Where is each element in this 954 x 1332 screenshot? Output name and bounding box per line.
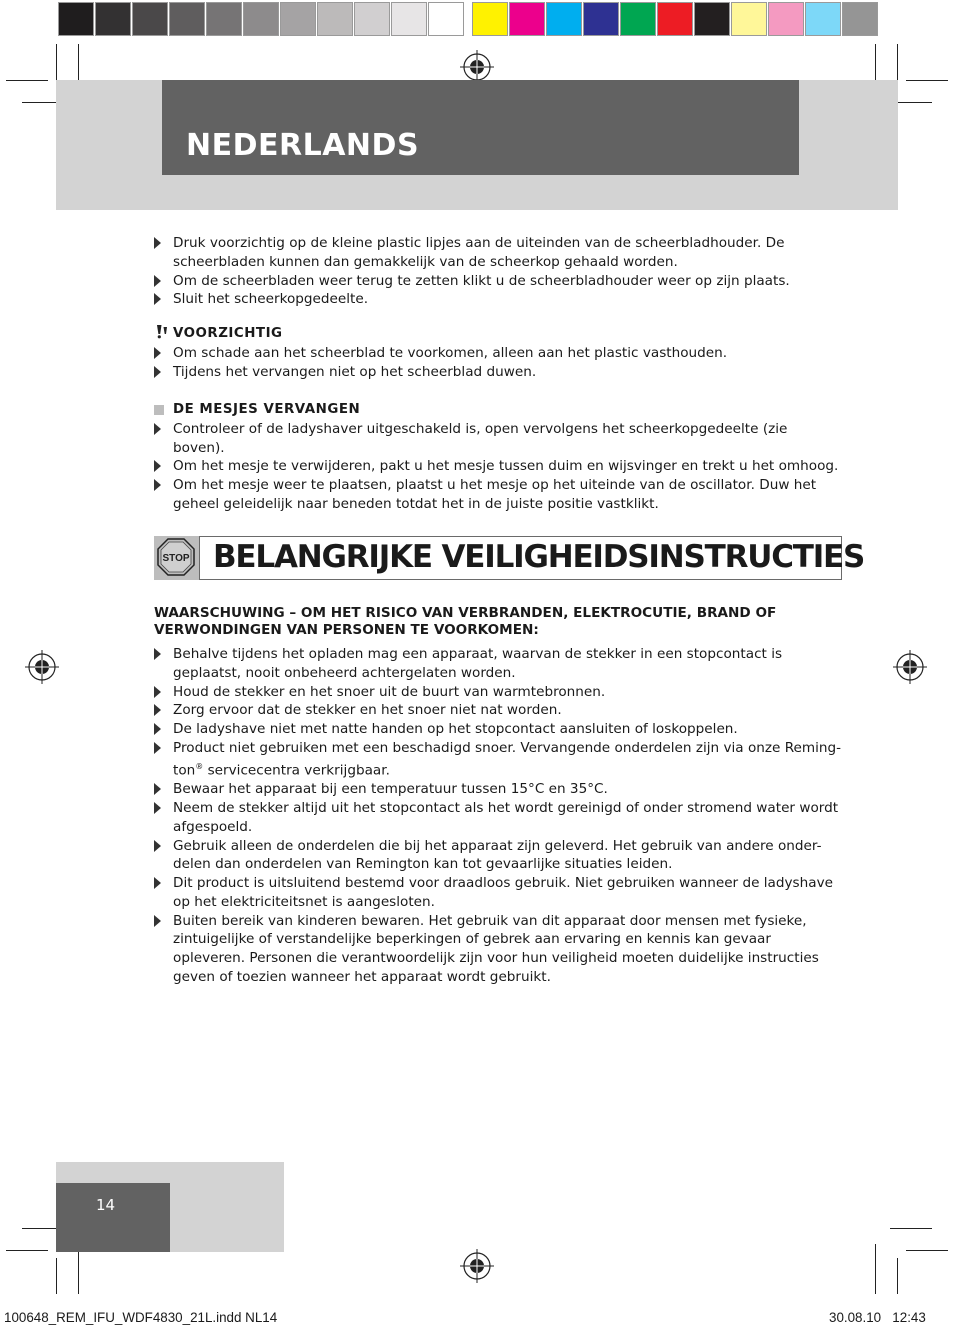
bullet-arrow-icon bbox=[154, 783, 161, 795]
bullet-arrow-icon bbox=[154, 648, 161, 660]
list-item: Product niet gebruiken met een beschadigd snoer. Vervangende onderdelen zijn via onze Reming-ton® servicecentra verkrijgbaar. bbox=[154, 739, 844, 780]
caution-heading-row bbox=[154, 325, 842, 344]
registration-mark-icon bbox=[460, 50, 494, 84]
caution-heading: VOORZICHTIG bbox=[173, 326, 283, 341]
page-number: 14 bbox=[96, 1196, 116, 1214]
stop-cell bbox=[154, 536, 200, 580]
page-number-box bbox=[56, 1183, 170, 1252]
bullet-arrow-icon bbox=[154, 275, 161, 287]
list-item: Om het mesje weer te plaatsen, plaatst u het mesje op het uiteinde van de oscillator. Duw het geheel geleidelijk naar beneden totdat het in de juiste positie vastklikt. bbox=[154, 476, 842, 514]
list-item: Bewaar het apparaat bij een temperatuur tussen 15°C en 35°C. bbox=[154, 780, 844, 799]
color-swatch bbox=[657, 2, 693, 36]
crop-mark bbox=[906, 1250, 948, 1251]
color-swatch bbox=[731, 2, 767, 36]
bullet-arrow-icon bbox=[154, 686, 161, 698]
list-item: Om de scheerbladen weer terug te zetten klikt u de scheerbladhouder weer op zijn plaats. bbox=[154, 272, 842, 291]
list-item: Buiten bereik van kinderen bewaren. Het gebruik van dit apparaat door mensen met fysieke, zintuigelijke of verstandelijke beperkingen of gebrek aan ervaring en kennis kan gevaar opleveren. Personen die verantwoordelijk zijn voor hun veiligheid moeten duidelijke instructies geven of toezien wanneer het apparaat wordt gebruikt. bbox=[154, 912, 844, 987]
color-swatch bbox=[694, 2, 730, 36]
color-swatch bbox=[169, 2, 205, 36]
crop-mark bbox=[897, 44, 898, 80]
svg-text:STOP: STOP bbox=[162, 553, 190, 564]
footer-file-name: 100648_REM_IFU_WDF4830_21L.indd NL14 bbox=[4, 1310, 278, 1325]
color-swatch bbox=[428, 2, 464, 36]
list-item: Controleer of de ladyshaver uitgeschakeld is, open vervolgens het scheerkopgedeelte (zie boven). bbox=[154, 420, 842, 458]
registration-mark-icon bbox=[25, 650, 59, 684]
bullet-arrow-icon bbox=[154, 460, 161, 472]
color-swatch bbox=[243, 2, 279, 36]
stop-sign-icon bbox=[156, 537, 196, 577]
blades-section bbox=[154, 401, 842, 514]
warning-text: WAARSCHUWING – OM HET RISICO VAN VERBRANDEN, ELEKTROCUTIE, BRAND OF VERWONDINGEN VAN PERSONEN TE VOORKOMEN: bbox=[154, 605, 777, 638]
blades-heading: DE MESJES VERVANGEN bbox=[173, 402, 361, 417]
crop-mark bbox=[875, 1244, 876, 1294]
registration-mark-icon bbox=[893, 650, 927, 684]
bullet-arrow-icon bbox=[154, 802, 161, 814]
bullet-arrow-icon bbox=[154, 723, 161, 735]
caution-section bbox=[154, 325, 842, 381]
crop-mark bbox=[890, 1228, 932, 1229]
bullet-arrow-icon bbox=[154, 237, 161, 249]
list-item: De ladyshave niet met natte handen op het stopcontact aansluiten of loskoppelen. bbox=[154, 720, 844, 739]
list-item: Tijdens het vervangen niet op het scheerblad duwen. bbox=[154, 363, 842, 382]
color-swatch bbox=[354, 2, 390, 36]
list-item: Gebruik alleen de onderdelen die bij het apparaat zijn geleverd. Het gebruik van andere onder-delen dan onderdelen van Remington kan tot gevaarlijke situaties leiden. bbox=[154, 837, 844, 875]
color-swatch bbox=[546, 2, 582, 36]
bullet-arrow-icon bbox=[154, 742, 161, 754]
list-item: Om schade aan het scheerblad te voorkomen, alleen aan het plastic vasthouden. bbox=[154, 344, 842, 363]
list-item: Behalve tijdens het opladen mag een apparaat, waarvan de stekker in een stopcontact is geplaatst, nooit onbeheerd achtergelaten worden. bbox=[154, 645, 844, 683]
section-square-icon bbox=[154, 405, 164, 415]
bullet-arrow-icon bbox=[154, 366, 161, 378]
color-calibration-bar bbox=[58, 2, 879, 38]
color-swatch bbox=[620, 2, 656, 36]
intro-list bbox=[154, 234, 842, 309]
crop-mark bbox=[906, 80, 948, 81]
crop-mark bbox=[56, 1258, 57, 1294]
color-swatch bbox=[391, 2, 427, 36]
color-swatch bbox=[768, 2, 804, 36]
list-item: Sluit het scheerkopgedeelte. bbox=[154, 290, 842, 309]
color-swatch bbox=[317, 2, 353, 36]
color-swatch bbox=[132, 2, 168, 36]
bullet-arrow-icon bbox=[154, 423, 161, 435]
list-item: Neem de stekker altijd uit het stopcontact als het wordt gereinigd of onder stromend water wordt afgespoeld. bbox=[154, 799, 844, 837]
list-item: Zorg ervoor dat de stekker en het snoer niet nat worden. bbox=[154, 701, 844, 720]
safety-list bbox=[154, 645, 844, 987]
color-swatch bbox=[472, 2, 508, 36]
color-swatch bbox=[509, 2, 545, 36]
page-title: NEDERLANDS bbox=[186, 128, 420, 163]
bullet-arrow-icon bbox=[154, 347, 161, 359]
bullet-arrow-icon bbox=[154, 704, 161, 716]
blades-heading-row bbox=[154, 401, 842, 420]
list-item: Om het mesje te verwijderen, pakt u het mesje tussen duim en wijsvinger en trekt u het omhoog. bbox=[154, 457, 842, 476]
bullet-arrow-icon bbox=[154, 293, 161, 305]
color-swatch bbox=[280, 2, 316, 36]
color-swatch bbox=[805, 2, 841, 36]
list-item: Dit product is uitsluitend bestemd voor draadloos gebruik. Niet gebruiken wanneer de ladyshave op het elektriciteitsnet is aangesloten. bbox=[154, 874, 844, 912]
footer-date: 30.08.10 bbox=[829, 1310, 882, 1325]
bullet-arrow-icon bbox=[154, 915, 161, 927]
crop-mark bbox=[6, 80, 48, 81]
crop-mark bbox=[6, 1250, 48, 1251]
crop-mark bbox=[897, 1258, 898, 1294]
footer-time: 12:43 bbox=[892, 1310, 926, 1325]
safety-title: BELANGRIJKE VEILIGHEIDSINSTRUCTIES bbox=[213, 539, 865, 575]
bullet-arrow-icon bbox=[154, 877, 161, 889]
list-item: Druk voorzichtig op de kleine plastic lipjes aan de uiteinden van de scheerbladhouder. De scheerbladen kunnen dan gemakkelijk van de scheerkop gehaald worden. bbox=[154, 234, 842, 272]
color-swatch bbox=[95, 2, 131, 36]
color-swatch bbox=[583, 2, 619, 36]
crop-mark bbox=[56, 44, 57, 80]
color-swatch bbox=[206, 2, 242, 36]
color-swatch bbox=[842, 2, 878, 36]
list-item: Houd de stekker en het snoer uit de buurt van warmtebronnen. bbox=[154, 683, 844, 702]
bullet-arrow-icon bbox=[154, 479, 161, 491]
caution-icon bbox=[154, 324, 170, 339]
color-swatch bbox=[58, 2, 94, 36]
registration-mark-icon bbox=[460, 1249, 494, 1283]
footer-timestamp bbox=[829, 1310, 926, 1325]
bullet-arrow-icon bbox=[154, 840, 161, 852]
